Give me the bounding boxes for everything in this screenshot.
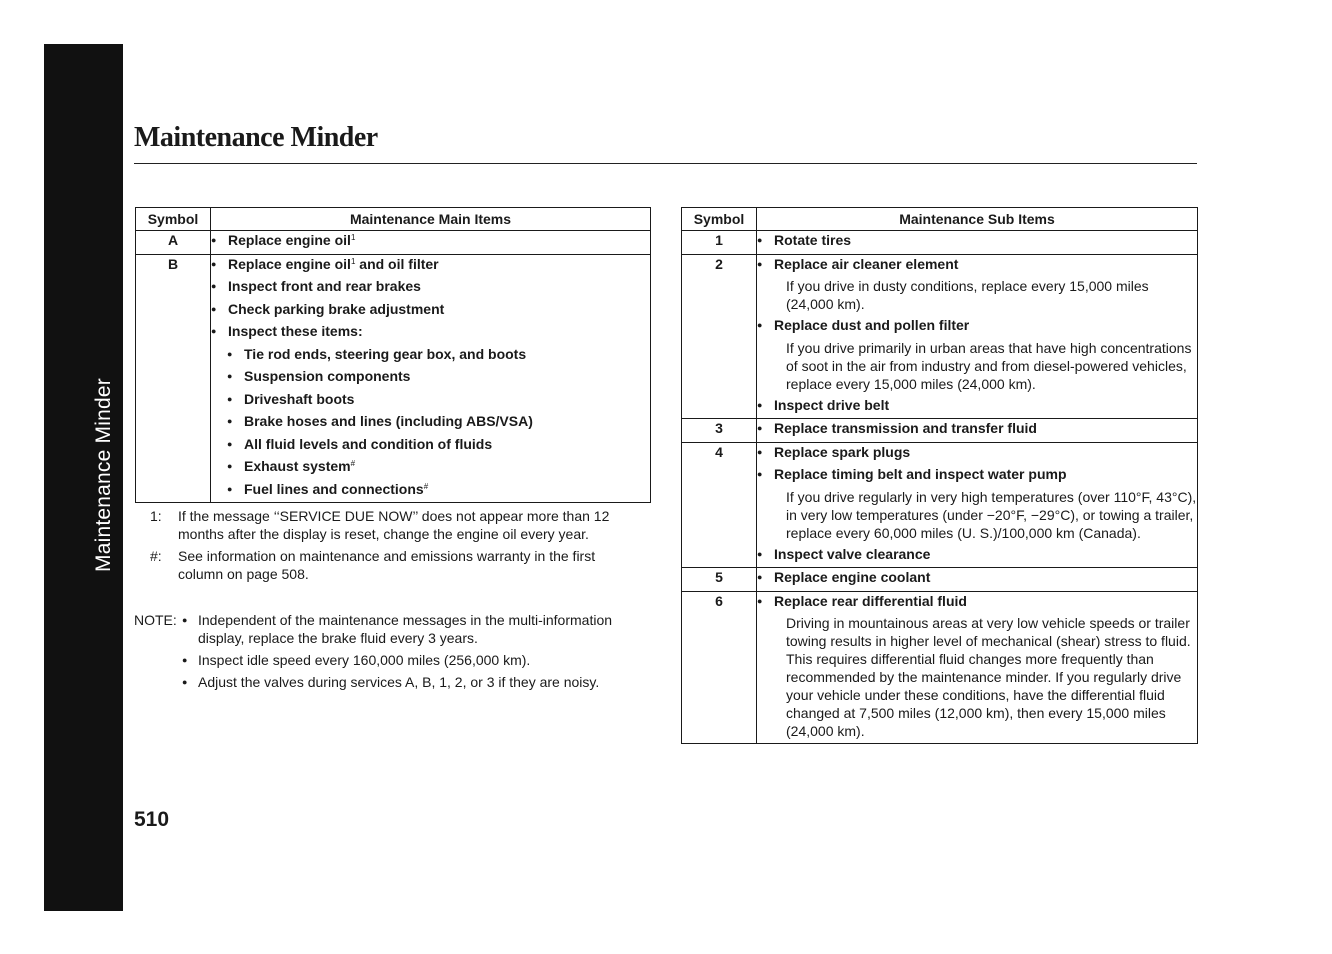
sub-list-item: ● Suspension components [227, 367, 650, 385]
symbol-cell: 6 [682, 591, 757, 744]
item-description: Driving in mountainous areas at very low vehicle speeds or trailer towing results in higher level of mechanical (shear) stress to fluid. This requires differential fluid changes more frequently than recommended by the maintenance minder. If you regularly drive your vehicle under these conditions, have the differential fluid changed at 7,500 miles (12,000 km), then every 15,000 miles (24,000 km). [786, 615, 1191, 739]
page-number: 510 [134, 808, 170, 831]
item-text: Exhaust system [244, 458, 351, 474]
item-description: If you drive primarily in urban areas that have high concentrations of soot in the air from industry and from diesel-powered vehicles, replace every 15,000 miles (24,000 km). [786, 339, 1192, 392]
list-item [211, 231, 650, 249]
main-items-table [135, 207, 651, 503]
list-item: ● Replace spark plugs [757, 443, 1197, 461]
title-divider [134, 163, 1197, 164]
sub-list-item [227, 480, 650, 498]
note-item: ● Adjust the valves during services A, B, 1, 2, or 3 if they are noisy. [182, 673, 634, 691]
list-item: ● Replace timing belt and inspect water pump [757, 465, 1197, 483]
footnote-marker: 1: [150, 508, 162, 524]
list-item: ● Rotate tires [757, 231, 1197, 249]
list-item: ● Inspect valve clearance [757, 545, 1197, 563]
note-block [134, 611, 634, 695]
item-description: If you drive in dusty conditions, replace every 15,000 miles (24,000 km). [786, 278, 1149, 312]
symbol-cell: A [136, 231, 211, 255]
symbol-cell: 1 [682, 231, 757, 255]
sub-list-item: ● All fluid levels and condition of fluids [227, 435, 650, 453]
items-cell [757, 254, 1198, 419]
column-header-symbol: Symbol [682, 208, 757, 231]
list-item: ● Inspect front and rear brakes [211, 277, 650, 295]
symbol-cell: B [136, 254, 211, 503]
list-item: ● Replace transmission and transfer fluid [757, 419, 1197, 437]
footnote-marker: #: [150, 548, 162, 564]
table-row [136, 254, 651, 503]
footnotes [150, 507, 640, 587]
list-item: ● Inspect drive belt [757, 396, 1197, 414]
footnote-mark: 1 [350, 256, 356, 266]
table-row [136, 231, 651, 255]
item-description: If you drive regularly in very high temperatures (over 110°F, 43°C), in very low temperatures (under −20°F, −29°C), or towing a trailer, replace every 60,000 miles (U. S.)/100,000 km (Canada). [786, 488, 1197, 541]
list-item: ● Replace rear differential fluid [757, 592, 1197, 610]
table-row [682, 442, 1198, 568]
table-row [682, 568, 1198, 592]
table-row [682, 419, 1198, 443]
side-tab-label: Maintenance Minder [92, 378, 115, 572]
item-text: Fuel lines and connections [244, 480, 424, 497]
items-cell [211, 231, 651, 255]
list-item: ● Replace air cleaner element [757, 255, 1197, 273]
items-cell [757, 591, 1198, 744]
sub-list-item [227, 457, 650, 475]
footnote-mark: 1 [350, 233, 356, 242]
footnote-text: If the message ‘‘SERVICE DUE NOW’’ does not appear more than 12 months after the display is reset, change the engine oil every year. [178, 508, 610, 542]
note-item: ● Inspect idle speed every 160,000 miles (256,000 km). [182, 651, 634, 669]
sub-items-table [681, 207, 1198, 744]
symbol-cell: 3 [682, 419, 757, 443]
items-cell [757, 419, 1198, 443]
note-list [182, 611, 634, 695]
footnote-mark: # [350, 459, 356, 468]
item-text: and oil filter [359, 255, 439, 272]
sub-list-item: ● Driveshaft boots [227, 390, 650, 408]
symbol-cell: 4 [682, 442, 757, 568]
items-cell [211, 254, 651, 503]
symbol-cell: 5 [682, 568, 757, 592]
items-cell [757, 231, 1198, 255]
note-label: NOTE: [134, 612, 177, 628]
column-header-symbol: Symbol [136, 208, 211, 231]
items-cell [757, 442, 1198, 568]
page-title: Maintenance Minder [134, 122, 378, 153]
list-item: ● Check parking brake adjustment [211, 300, 650, 318]
table-row [682, 591, 1198, 744]
footnote [150, 507, 640, 543]
list-item [211, 255, 650, 273]
footnote-mark: # [423, 481, 429, 491]
item-text: Replace engine oil [228, 232, 351, 248]
item-text: Replace engine oil [228, 255, 351, 272]
table-header-row [136, 208, 651, 231]
footnote-text: See information on maintenance and emissions warranty in the first column on page 508. [178, 548, 596, 582]
list-item: ● Replace engine coolant [757, 568, 1197, 586]
table-row [682, 254, 1198, 419]
table-header-row [682, 208, 1198, 231]
sub-list-item: ● Brake hoses and lines (including ABS/VSA) [227, 412, 650, 430]
column-header-main-items: Maintenance Main Items [211, 208, 651, 231]
items-cell [757, 568, 1198, 592]
list-item: ● Replace dust and pollen filter [757, 316, 1197, 334]
symbol-cell: 2 [682, 254, 757, 419]
note-row [134, 611, 634, 695]
note-item: ● Independent of the maintenance messages in the multi-information display, replace the brake fluid every 3 years. [182, 611, 634, 647]
column-header-sub-items: Maintenance Sub Items [757, 208, 1198, 231]
footnote [150, 547, 640, 583]
list-item: ● Inspect these items: [211, 322, 650, 340]
table-row [682, 231, 1198, 255]
sub-list-item: ● Tie rod ends, steering gear box, and boots [227, 345, 650, 363]
